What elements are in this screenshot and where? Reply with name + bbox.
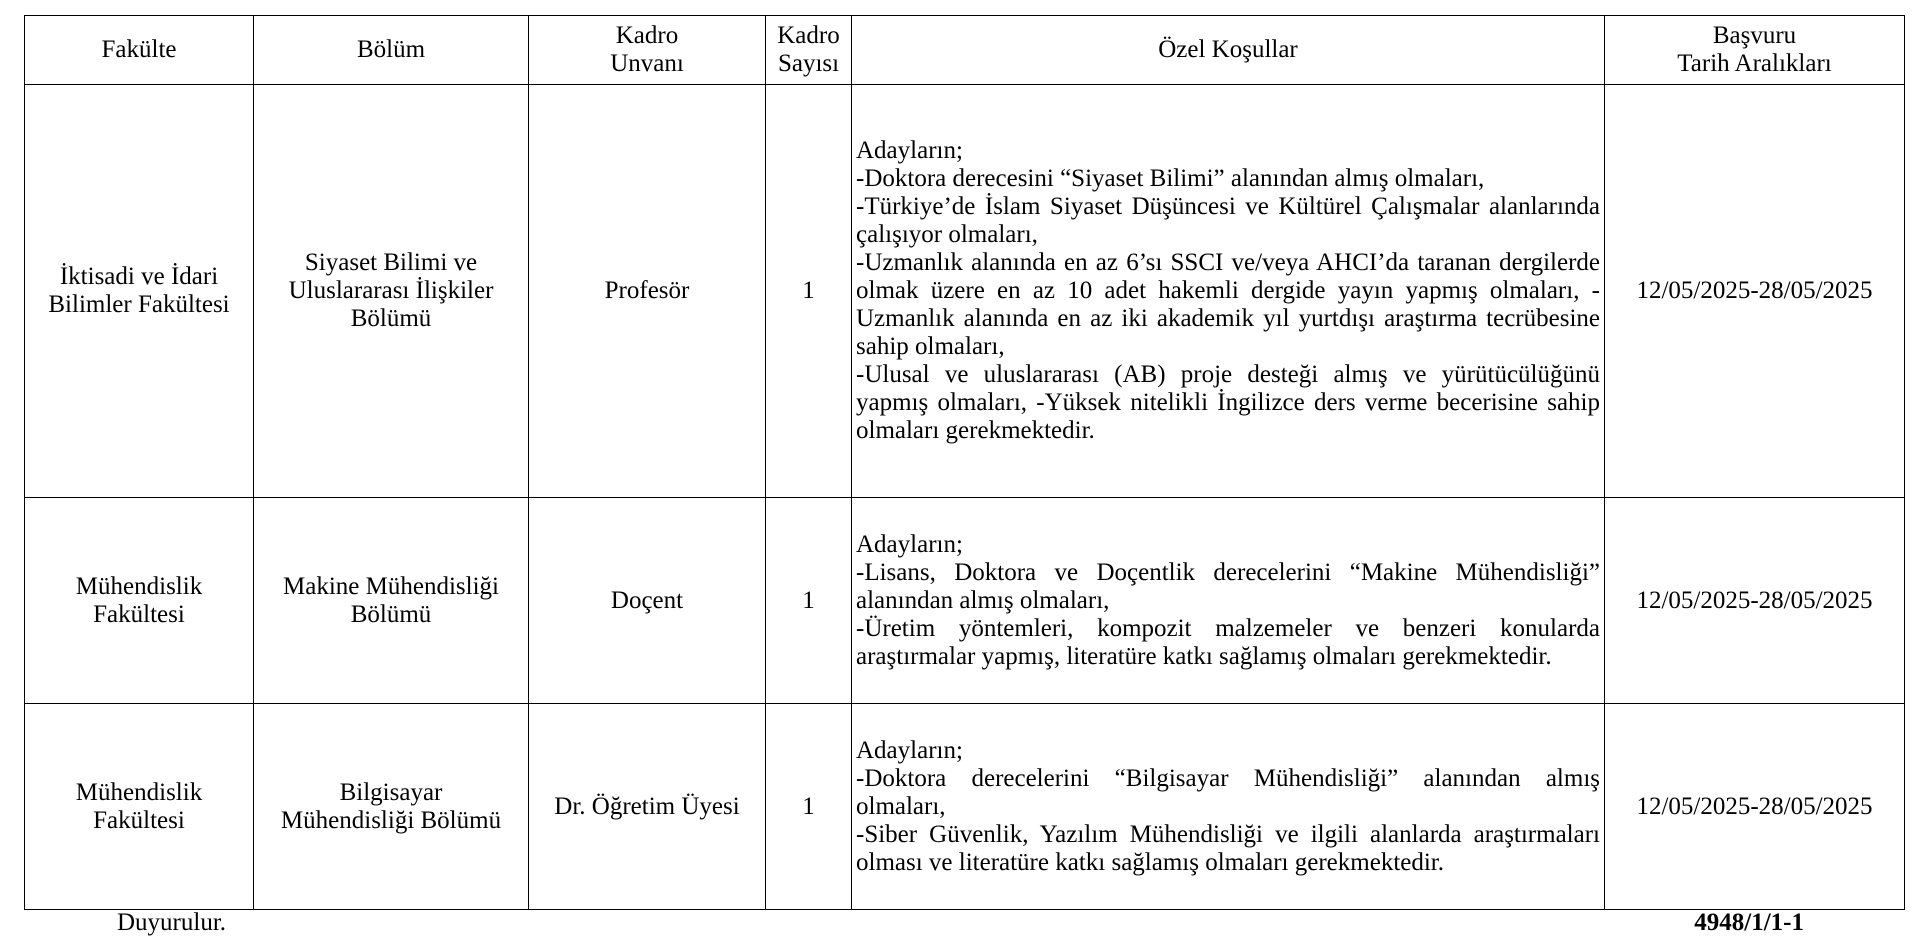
condition-line: Adayların; xyxy=(856,530,963,558)
header-fakulte xyxy=(25,16,254,85)
condition-line: -Uzmanlık alanında en az 6’sı SSCI ve/veya AHCI’da taranan dergilerde olmak üzere en az 10 adet hakemli dergide yayın yapmış olmaları, -Uzmanlık alanında en az iki akademik yıl yurtdışı araştırma tecrübesine sahip olmaları, xyxy=(856,249,1600,360)
header-kadro-unvani-line-1: Kadro xyxy=(615,22,679,49)
condition-line: -Ulusal ve uluslararası (AB) proje desteği almış ve yürütücülüğünü yapmış olmaları, -Yüksek nitelikli İngilizce ders verme becerisine sahip olmaları gerekmektedir. xyxy=(856,361,1600,444)
bolum-line: Mühendisliği Bölümü xyxy=(280,806,502,834)
cell-basvuru-tarih: 12/05/2025-28/05/2025 xyxy=(1605,704,1905,910)
cell-ozel-kosullar xyxy=(852,85,1605,498)
table-row xyxy=(25,85,1905,498)
header-basvuru-tarih xyxy=(1605,16,1905,85)
cell-kadro-unvani: Doçent xyxy=(529,498,766,704)
condition-line: Adayların; xyxy=(856,137,963,164)
cell-basvuru-tarih: 12/05/2025-28/05/2025 xyxy=(1605,498,1905,704)
fakulte-line: Fakültesi xyxy=(93,600,185,628)
bolum-line: Makine Mühendisliği xyxy=(283,572,499,600)
bolum-line: Uluslararası İlişkiler xyxy=(288,277,494,304)
vacancy-table xyxy=(24,15,1905,910)
header-kadro-sayisi-line-1: Kadro xyxy=(777,22,840,49)
header-kadro-unvani-line-2: Unvanı xyxy=(610,50,684,77)
header-basvuru-line-2: Tarih Aralıkları xyxy=(1677,50,1832,77)
bolum-line: Bölümü xyxy=(350,600,432,628)
cell-ozel-kosullar xyxy=(852,498,1605,704)
condition-line: -Doktora derecesini “Siyaset Bilimi” alanından almış olmaları, xyxy=(856,165,1485,192)
cell-kadro-sayisi: 1 xyxy=(766,704,852,910)
cell-fakulte xyxy=(25,498,254,704)
announcement-note: Duyurulur. xyxy=(117,909,227,936)
table-row xyxy=(25,704,1905,910)
condition-line: -Siber Güvenlik, Yazılım Mühendisliği ve ilgili alanlarda araştırmaları olması ve literatüre katkı sağlamış olmaları gerekmektedir. xyxy=(856,820,1600,876)
cell-bolum xyxy=(254,85,529,498)
fakulte-line: İktisadi ve İdari xyxy=(59,263,219,290)
header-ozel-kosullar xyxy=(852,16,1605,85)
header-bolum-label: Bölüm xyxy=(356,36,426,63)
header-fakulte-label: Fakülte xyxy=(101,36,177,63)
header-bolum xyxy=(254,16,529,85)
cell-ozel-kosullar xyxy=(852,704,1605,910)
cell-fakulte xyxy=(25,85,254,498)
cell-kadro-unvani: Profesör xyxy=(529,85,766,498)
condition-line: -Lisans, Doktora ve Doçentlik derecelerini “Makine Mühendisliği” alanından almış olmaları, xyxy=(856,558,1600,614)
announcement-page xyxy=(24,15,1904,910)
header-kadro-unvani xyxy=(529,16,766,85)
document-code: 4948/1/1-1 xyxy=(1694,909,1804,936)
header-ozel-kosullar-label: Özel Koşullar xyxy=(1158,36,1298,63)
cell-kadro-sayisi: 1 xyxy=(766,498,852,704)
header-kadro-sayisi xyxy=(766,16,852,85)
document-footer xyxy=(24,908,1904,944)
header-kadro-sayisi-line-2: Sayısı xyxy=(777,50,840,77)
cell-bolum xyxy=(254,704,529,910)
bolum-line: Bölümü xyxy=(350,305,432,332)
table-header-row xyxy=(25,16,1905,85)
header-basvuru-line-1: Başvuru xyxy=(1712,22,1797,49)
bolum-line: Bilgisayar xyxy=(339,778,443,806)
cell-kadro-unvani: Dr. Öğretim Üyesi xyxy=(529,704,766,910)
bolum-line: Siyaset Bilimi ve xyxy=(304,249,478,276)
cell-basvuru-tarih: 12/05/2025-28/05/2025 xyxy=(1605,85,1905,498)
fakulte-line: Mühendislik xyxy=(75,778,203,806)
fakulte-line: Bilimler Fakültesi xyxy=(48,291,230,318)
cell-kadro-sayisi: 1 xyxy=(766,85,852,498)
condition-line: -Türkiye’de İslam Siyaset Düşüncesi ve Kültürel Çalışmalar alanlarında çalışıyor olmaları, xyxy=(856,193,1600,248)
cell-bolum xyxy=(254,498,529,704)
cell-fakulte xyxy=(25,704,254,910)
fakulte-line: Fakültesi xyxy=(93,806,185,834)
condition-line: Adayların; xyxy=(856,736,963,764)
condition-line: -Doktora derecelerini “Bilgisayar Mühendisliği” alanından almış olmaları, xyxy=(856,764,1600,820)
condition-line: -Üretim yöntemleri, kompozit malzemeler ve benzeri konularda araştırmalar yapmış, literatüre katkı sağlamış olmaları gerekmektedir. xyxy=(856,614,1600,670)
fakulte-line: Mühendislik xyxy=(75,572,203,600)
table-row xyxy=(25,498,1905,704)
